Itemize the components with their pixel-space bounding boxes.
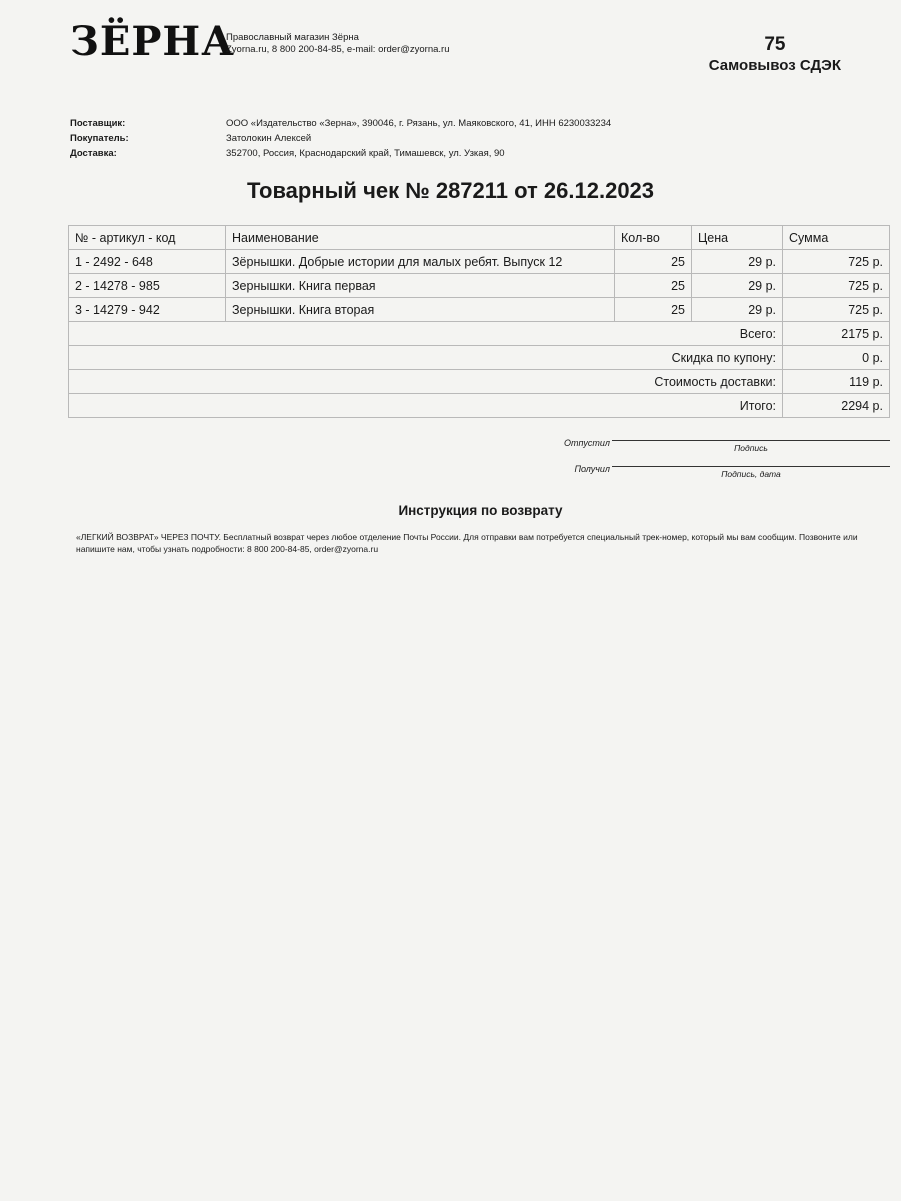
cell-price: 29 р. [692,250,783,274]
party-label: Покупатель: [70,133,129,144]
cell-name: Зёрнышки. Добрые истории для малых ребят. Выпуск 12 [226,250,615,274]
party-buyer [70,131,611,146]
cell-sum: 725 р. [783,274,890,298]
party-label: Доставка: [70,148,117,159]
signature-label: Получил [574,464,610,474]
grand-total-value: 2294 р. [783,394,890,418]
header-name: Наименование [226,226,615,250]
cell-name: Зернышки. Книга первая [226,274,615,298]
discount-value: 0 р. [783,346,890,370]
return-text: «ЛЕГКИЙ ВОЗВРАТ» ЧЕРЕЗ ПОЧТУ. Бесплатный возврат через любое отделение Почты России. Для отправки вам потребуется специальный трек-номер, который мы вам сообщим. Позвоните или напишите нам, чтобы узнать подробности: 8 800 200-84-85, order@zyorna.ru [76,532,858,554]
table-header-row [69,226,890,250]
table-row [69,250,890,274]
shop-logo [70,18,235,65]
cell-qty: 25 [615,298,692,322]
total-value: 2175 р. [783,322,890,346]
cell-sum: 725 р. [783,250,890,274]
signature-hint: Подпись [734,443,768,453]
signature-line [612,466,890,467]
signature-released [540,434,890,460]
delivery-cost-value: 119 р. [783,370,890,394]
party-supplier [70,116,611,131]
header-price: Цена [692,226,783,250]
header-sum: Сумма [783,226,890,250]
order-number: 75 [764,34,786,55]
cell-price: 29 р. [692,298,783,322]
order-box [709,34,841,76]
grand-total-label: Итого: [69,394,783,418]
cell-name: Зернышки. Книга вторая [226,298,615,322]
delivery-cost-row [69,370,890,394]
signature-hint: Подпись, дата [721,469,781,479]
shop-contacts: Zyorna.ru, 8 800 200-84-85, e-mail: order@zyorna.ru [226,44,450,55]
cell-qty: 25 [615,250,692,274]
shop-name: Православный магазин Зёрна [226,32,359,43]
signature-label: Отпустил [563,438,610,448]
receipt-title: Товарный чек № 287211 от 26.12.2023 [246,178,655,203]
grand-total-row [69,394,890,418]
header-qty: Кол-во [615,226,692,250]
party-label: Поставщик: [70,118,126,129]
party-value: Затолокин Алексей [226,133,312,144]
cell-qty: 25 [615,274,692,298]
table-row [69,298,890,322]
discount-row [69,346,890,370]
delivery-cost-label: Стоимость доставки: [69,370,783,394]
parties-block [70,116,611,161]
items-table [68,225,890,418]
signature-line [612,440,890,441]
header-code: № - артикул - код [69,226,226,250]
cell-code: 3 - 14279 - 942 [69,298,226,322]
table-row [69,274,890,298]
cell-price: 29 р. [692,274,783,298]
discount-label: Скидка по купону: [69,346,783,370]
return-title: Инструкция по возврату [398,503,563,518]
logo-text: ЗЁРНА [70,18,235,65]
shop-info [226,32,450,56]
party-value: 352700, Россия, Краснодарский край, Тимашевск, ул. Узкая, 90 [226,148,505,159]
party-delivery [70,146,611,161]
signature-received [540,460,890,486]
shipping-method: Самовывоз СДЭК [708,57,841,74]
cell-code: 1 - 2492 - 648 [69,250,226,274]
total-row [69,322,890,346]
cell-sum: 725 р. [783,298,890,322]
cell-code: 2 - 14278 - 985 [69,274,226,298]
party-value: ООО «Издательство «Зерна», 390046, г. Рязань, ул. Маяковского, 41, ИНН 6230033234 [226,118,612,129]
signatures-block [540,434,890,486]
total-label: Всего: [69,322,783,346]
